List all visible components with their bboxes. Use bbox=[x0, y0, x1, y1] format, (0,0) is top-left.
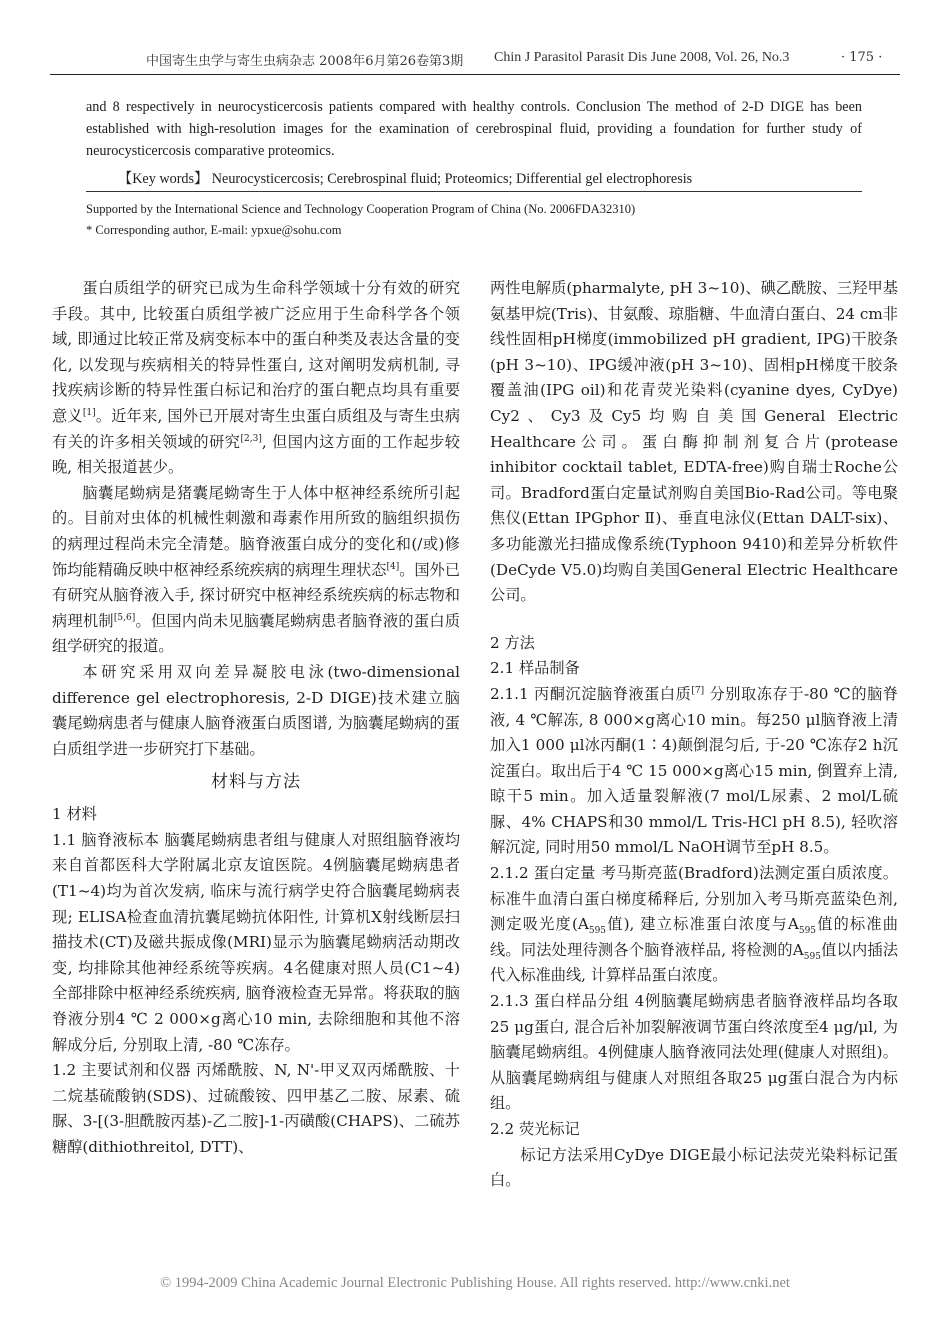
heading-methods: 2 方法 bbox=[490, 633, 535, 652]
subsection-1-2-title: 1.2 主要试剂和仪器 bbox=[52, 1061, 191, 1080]
footnote-rule bbox=[86, 191, 862, 192]
citation-5-6[interactable]: [5,6] bbox=[113, 612, 136, 623]
right-column bbox=[490, 276, 898, 1194]
copyright-footer: © 1994-2009 China Academic Journal Electronic Publishing House. All rights reserved. http://www.cnki.net bbox=[160, 1275, 790, 1291]
footnote-corresponding: * Corresponding author, E-mail: ypxue@sohu.com bbox=[86, 223, 342, 237]
subsection-2-1-3: 2.1.3 蛋白样品分组 4例脑囊尾蚴病患者脑脊液样品均各取25 μg蛋白, 混合后补加裂解液调节蛋白终浓度至4 μg/μl, 为脑囊尾蚴病组。4例健康人脑脊液同法处理(健康人对照组)。从脑囊尾蚴病组与健康人对照组各取25 μg蛋白混合为内标组。 bbox=[490, 992, 898, 1113]
heading-2-2: 2.2 荧光标记 bbox=[490, 1120, 580, 1138]
left-column bbox=[52, 276, 460, 1161]
subsection-2-1-2: 2.1.2 蛋白定量 考马斯亮蓝(Bradford)法测定蛋白质浓度。标准牛血清白蛋白梯度稀释后, 分别加入考马斯亮蓝染色剂, 测定吸光度($A_{595}$值), 建立标准蛋白浓度与$A_{595}$值的标准曲线。同法处理待测各个脑脊液样品, 将检测的$A_{595}$值以内插法代入标准曲线, 计算样品蛋白浓度。 bbox=[490, 864, 899, 985]
heading-materials: 1 材料 bbox=[52, 805, 97, 824]
subsection-2-1-3-title: 2.1.3 蛋白样品分组 bbox=[490, 992, 630, 1011]
header-journal-en: Chin J Parasitol Parasit Dis June 2008, Vol. 26, No.3 bbox=[494, 50, 790, 65]
abstract-tail: and 8 respectively in neurocysticercosis patients compared with healthy controls. Conclusion The method of 2-D DIGE has been established with high-resolution images for the examination of cerebrospinal fluid, providing a foundation for further study of neurocysticercosis comparative proteomics. bbox=[86, 99, 862, 159]
intro-paragraph-3: 本研究采用双向差异凝胶电泳(two-dimensional difference gel electrophoresis, 2-D DIGE)技术建立脑囊尾蚴病患者与健康人脑脊液蛋白质图谱, 为脑囊尾蚴病的蛋白质组学进一步研究打下基础。 bbox=[52, 662, 460, 758]
section-title-materials-methods: 材料与方法 bbox=[211, 772, 301, 793]
keywords: 【Key words】 Neurocysticercosis; Cerebrospinal fluid; Proteomics; Differential gel electrophoresis bbox=[118, 171, 693, 187]
subsection-1-1-title: 1.1 脑脊液标本 bbox=[52, 830, 160, 849]
header-journal-cn: 中国寄生虫学与寄生虫病杂志 2008年6月第26卷第3期 bbox=[146, 54, 464, 69]
citation-2-3[interactable]: [2,3] bbox=[240, 433, 262, 444]
labeling-paragraph: 标记方法采用CyDye DIGE最小标记法荧光染料标记蛋白。 bbox=[490, 1145, 898, 1190]
citation-4[interactable]: [4] bbox=[386, 561, 400, 572]
intro-paragraph-2: 脑囊尾蚴病是猪囊尾蚴寄生于人体中枢神经系统所引起的。目前对虫体的机械性刺激和毒素作用所致的脑组织损伤的病理过程尚未完全清楚。脑脊液蛋白成分的变化和(/或)修饰均能精确反映中枢神经系统疾病的病理生理状态[4]。国外已有研究从脑脊液入手, 探讨研究中枢神经系统疾病的标志物和病理机制[5,6]。但国内尚未见脑囊尾蚴病患者脑脊液的蛋白质组学研究的报道。 bbox=[52, 483, 461, 656]
subsection-2-1-1-title: 2.1.1 丙酮沉淀脑脊液蛋白质 bbox=[490, 684, 692, 703]
reagents-continued: 两性电解质(pharmalyte, pH 3~10)、碘乙酰胺、三羟甲基氨基甲烷(Tris)、甘氨酸、琼脂糖、牛血清白蛋白、24 cm非线性固相pH梯度(immobilized pH gradient, IPG)干胶条(pH 3~10)、IPG缓冲液(pH 3~10)、固相pH梯度干胶条覆盖油(IPG oil)和花青荧光染料(cyanine dyes, CyDye) Cy2、Cy3及Cy5均购自美国General Electric Healthcare公司。蛋白酶抑制剂复合片(protease inhibitor cocktail tablet, EDTA-free)购自瑞士Roche公司。Bradford蛋白定量试剂购自美国Bio-Rad公司。等电聚焦仪(Ettan IPGphor Ⅱ)、垂直电泳仪(Ettan DALT-six)、多功能激光扫描成像系统(Typhoon 9410)和差异分析软件(DeCyde V5.0)均购自美国General Electric Healthcare公司。 bbox=[490, 279, 898, 605]
citation-1[interactable]: [1] bbox=[82, 407, 96, 418]
subsection-2-1-1: 2.1.1 丙酮沉淀脑脊液蛋白质[7] 分别取冻存于-80 ℃的脑脊液, 4 ℃解冻, 8 000×g离心10 min。每250 μl脑脊液上清加入1 000 μl冰丙酮(1∶4)颠倒混匀后, 于-20 ℃冻存2 h沉淀蛋白。取出后于4 ℃ 15 000×g离心15 min, 倒置弃上清, 晾干5 min。加入适量裂解液(7 mol/L尿素、2 mol/L硫脲、4% CHAPS和30 mmol/L Tris-HCl pH 8.5), 轻吹溶解沉淀, 同时用50 mmol/L NaOH调节至pH 8.5。 bbox=[490, 684, 898, 857]
footnote-supported: Supported by the International Science and Technology Cooperation Program of China (No. 2006FDA32310) bbox=[86, 202, 636, 216]
page-number: · 175 · bbox=[841, 50, 883, 65]
header-rule bbox=[50, 74, 900, 75]
intro-paragraph-1: 蛋白质组学的研究已成为生命科学领域十分有效的研究手段。其中, 比较蛋白质组学被广泛应用于生命科学各个领域, 即通过比较正常及病变标本中的蛋白种类及表达含量的变化, 以发现与疾病相关的特异性蛋白, 这对阐明发病机制, 寻找疾病诊断的特异性蛋白标记和治疗的蛋白靶点均具有重要意义[1]。近年来, 国外已开展对寄生虫蛋白质组及与寄生虫病有关的许多相关领域的研究[2,3], 但国内这方面的工作起步较晚, 相关报道甚少。 bbox=[52, 279, 461, 477]
subsection-1-1: 1.1 脑脊液标本 脑囊尾蚴病患者组与健康人对照组脑脊液均来自首都医科大学附属北京友谊医院。4例脑囊尾蚴病患者(T1~4)均为首次发病, 临床与流行病学史符合脑囊尾蚴病表现; ELISA检查血清抗囊尾蚴抗体阳性, 计算机X射线断层扫描技术(CT)及磁共振成像(MRI)显示为脑囊尾蚴病活动期改变, 均排除其他神经系统等疾病。4名健康对照人员(C1~4)全部排除中枢神经系统疾病, 脑脊液检查无异常。将获取的脑脊液分别4 ℃ 2 000×g离心10 min, 去除细胞和其他不溶解成分后, 分别取上清, -80 ℃冻存。 bbox=[52, 830, 461, 1054]
subsection-2-1-2-title: 2.1.2 蛋白定量 bbox=[490, 864, 596, 883]
subsection-1-2: 1.2 主要试剂和仪器 丙烯酰胺、N, N'-甲叉双丙烯酰胺、十二烷基硫酸钠(SDS)、过硫酸铵、四甲基乙二胺、尿素、硫脲、3-[(3-胆酰胺丙基)-乙二胺]-1-丙磺酸(CHAPS)、二硫苏糖醇(dithiothreitol, DTT)、 bbox=[52, 1061, 460, 1156]
citation-7[interactable]: [7] bbox=[691, 685, 705, 696]
heading-2-1: 2.1 样品制备 bbox=[490, 659, 580, 678]
